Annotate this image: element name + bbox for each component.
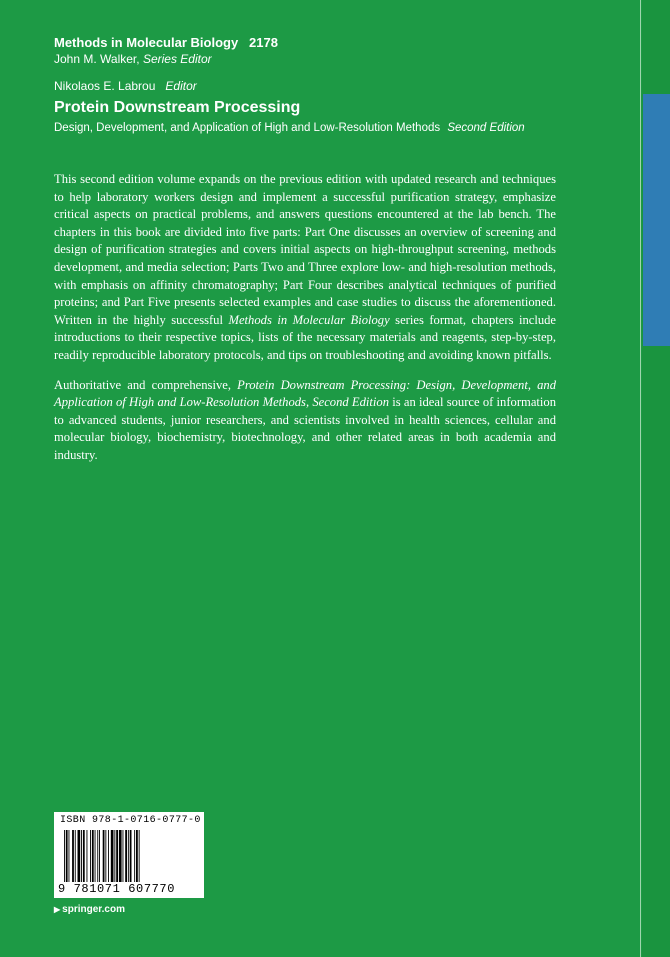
series-name: Methods in Molecular Biology <box>54 35 239 50</box>
editor-name: Nikolaos E. Labrou <box>54 79 156 93</box>
series-color-tab <box>643 94 670 346</box>
series-title <box>54 34 614 51</box>
arrow-right-icon: ▶ <box>54 905 61 914</box>
blurb-p1-text-cont: series format, chapters include introductions to their respective topics, lists of the necessary materials and reagents, step-by-step, readily reproducible laboratory protocols, and tips on troubleshooting and avoiding known pitfalls. <box>54 312 557 362</box>
publisher-url: springer.com <box>62 904 125 915</box>
book-subtitle <box>54 121 614 136</box>
cover-header <box>54 34 614 136</box>
publisher-link[interactable] <box>54 904 125 915</box>
blurb-p2-text: Authoritative and comprehensive, <box>54 377 238 392</box>
subtitle-text: Design, Development, and Application of High and Low-Resolution Methods <box>54 122 441 134</box>
blurb-paragraph-2 <box>54 377 556 465</box>
isbn-barcode <box>54 812 204 898</box>
back-cover-blurb <box>54 171 556 477</box>
spine-divider <box>640 0 641 957</box>
series-editor-name: John M. Walker, <box>54 52 140 66</box>
volume-editor <box>54 79 614 94</box>
blurb-paragraph-1 <box>54 171 556 365</box>
series-number: 2178 <box>249 35 278 50</box>
editor-role: Editor <box>165 79 197 93</box>
edition-label: Second Edition <box>447 122 525 134</box>
book-title: Protein Downstream Processing <box>54 99 301 116</box>
ean-digits: 9 781071 607770 <box>58 882 176 896</box>
isbn-number: ISBN 978-1-0716-0777-0 <box>60 815 201 826</box>
series-editor <box>54 52 614 67</box>
barcode-bars <box>64 830 196 882</box>
blurb-p1-text: This second edition volume expands on the previous edition with updated research and techniques to help laboratory workers design and implement a successful purification strategy, emphasize critical aspects on practical problems, and answers questions encountered at the lab bench. The chapters in this book are divided into five parts: Part One discusses an overview of screening and design of purification strategies and covers initial aspects on high-throughput screening, methods development, and media selection; Parts Two and Three explore low- and high-resolution methods, with emphasis on affinity chromatography; Part Four describes analytical techniques of purified proteins; and Part Five presents selected examples and case studies to discuss the aforementioned. Written in the highly successful <box>54 172 556 327</box>
series-editor-role: Series Editor <box>142 52 212 66</box>
blurb-p2-title: Protein Downstream Processing: Design, Development, and Application of High and Low-Resolution Methods, Second Edition <box>54 377 556 410</box>
blurb-p2-text-cont: is an ideal source of information to advanced students, junior researchers, and scientists involved in health sciences, cellular and molecular biology, biochemistry, biotechnology, and other related areas in both academia and industry. <box>54 395 557 462</box>
blurb-p1-series: Methods in Molecular Biology <box>228 312 390 327</box>
